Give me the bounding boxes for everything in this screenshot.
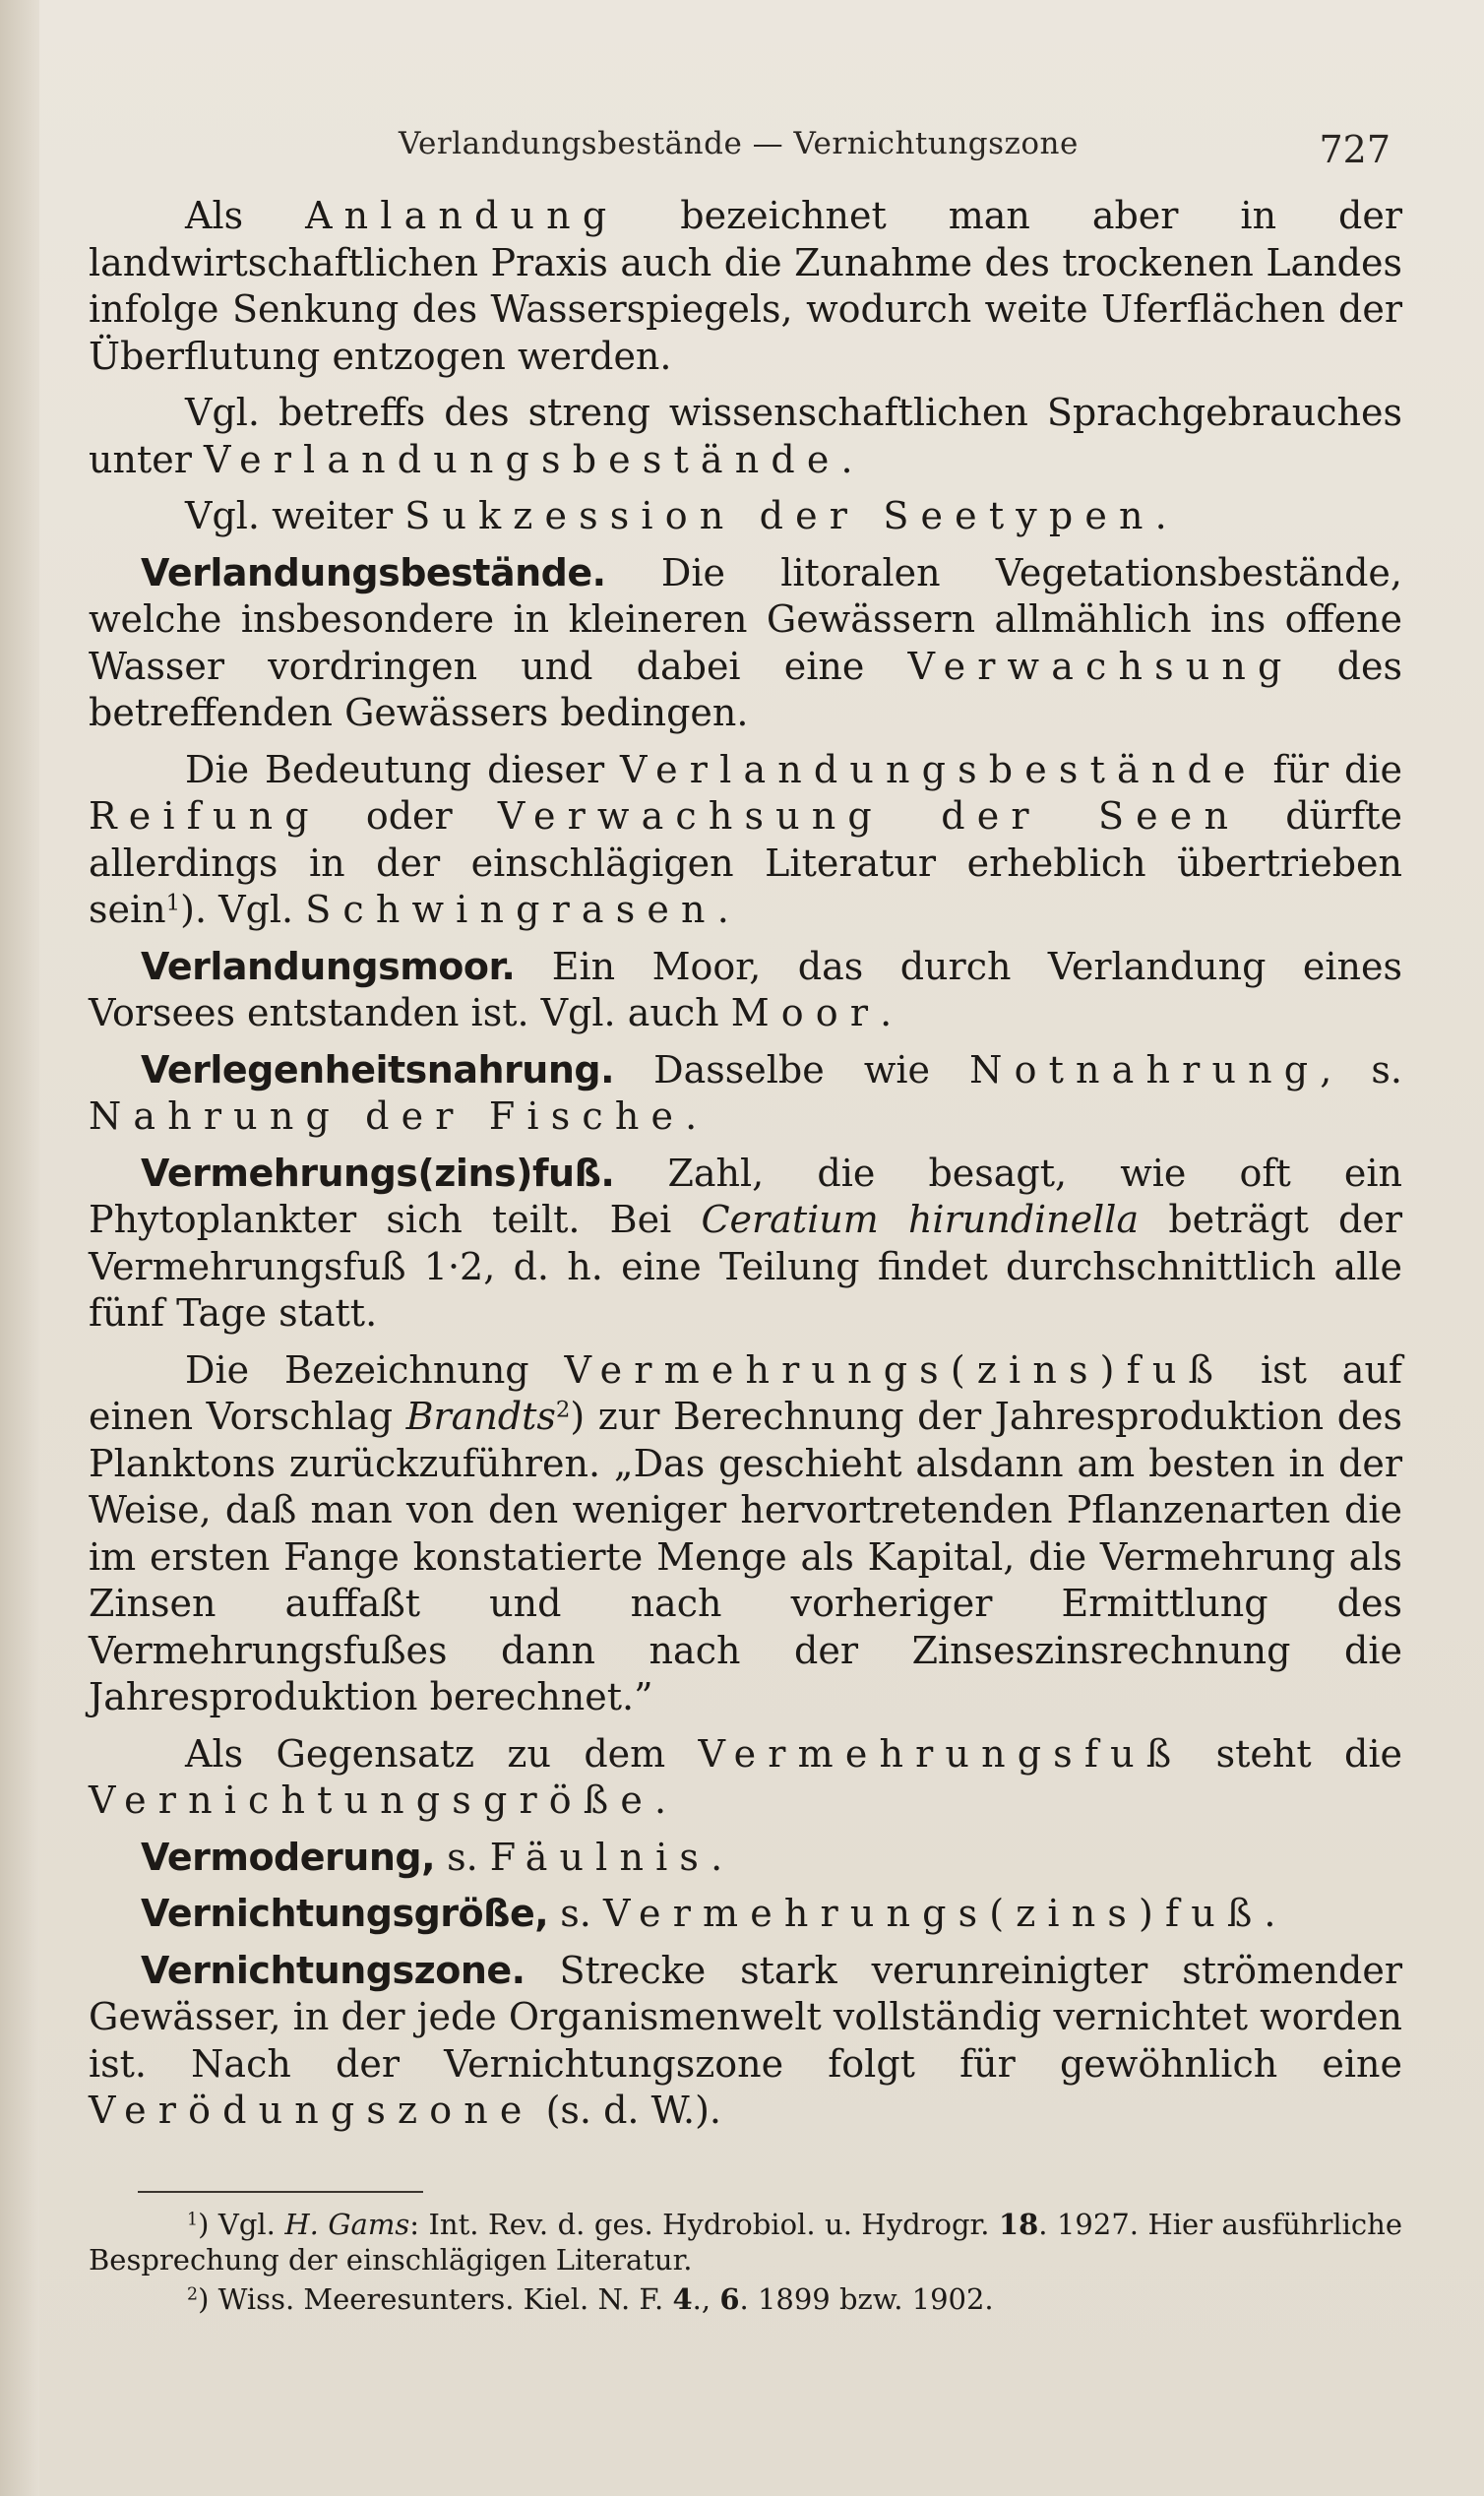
spaced-term: Vermehrungsfuß xyxy=(698,1731,1184,1776)
entry-verlandungsmoor: Verlandungsmoor. Ein Moor, das durch Verlandung eines Vorsees entstanden ist. Vgl. auch Moor. xyxy=(89,944,1402,1034)
entry-vermoderung: Vermoderung, s. Fäulnis. xyxy=(141,1835,723,1879)
entry-headword: Verlandungsmoor. xyxy=(141,944,516,988)
page-number: 727 xyxy=(1319,128,1391,171)
footnotes xyxy=(89,2207,1402,2321)
paragraph-sukzession: Vgl. weiter Sukzession der Seetypen. xyxy=(185,494,1167,537)
volume-number: 4 xyxy=(672,2282,693,2316)
footnote-2: $^2$) Wiss. Meeresunters. Kiel. N. F. 4., 6. 1899 bzw. 1902. xyxy=(187,2282,994,2316)
footnote-1: $^1$) Vgl. H. Gams: Int. Rev. d. ges. Hydrobiol. u. Hydrogr. 18. 1927. Hier ausführliche Besprechung der einschlägigen Literatur. xyxy=(89,2208,1402,2277)
entry-headword: Verlegenheitsnahrung. xyxy=(141,1047,615,1092)
paragraph-sprachgebrauch: Vgl. betreffs des streng wissenschaftlichen Sprachgebrauches unter Verlandungsbestände. xyxy=(89,391,1402,481)
entry-headword: Vermoderung, xyxy=(141,1835,436,1879)
spaced-term: Vermehrungs(zins)fuß xyxy=(602,1892,1265,1935)
italic-term: H. Gams xyxy=(284,2208,410,2241)
spaced-term: Vernichtungsgröße xyxy=(89,1778,654,1822)
paragraph-anlandung: Als Anlandung bezeichnet man aber in der landwirtschaftlichen Praxis auch die Zunahme des trockenen Landes infolge Senkung des Wasserspiegels, wodurch weite Uferflächen der Überflutung entzogen werden. xyxy=(89,194,1402,378)
paragraph-gegensatz: Als Gegensatz zu dem Vermehrungsfuß steht die Vernichtungsgröße. xyxy=(89,1731,1402,1822)
italic-term: Ceratium hirundinella xyxy=(701,1198,1140,1241)
entry-headword: Vermehrungs(zins)fuß. xyxy=(141,1151,615,1195)
entry-vernichtungsgroesse: Vernichtungsgröße, s. Vermehrungs(zins)fuß. xyxy=(141,1892,1276,1935)
spaced-term: Verlandungsbestände xyxy=(203,437,841,481)
spaced-term: Schwingrasen xyxy=(305,888,717,931)
footnote-marker: 2 xyxy=(187,2284,199,2305)
spaced-term: Sukzession der Seetypen xyxy=(404,494,1155,537)
spaced-term: Reifung xyxy=(89,794,321,838)
running-head: Verlandungsbestände — Vernichtungszone xyxy=(399,126,1079,161)
paragraph-bezeichnung: Die Bezeichnung Vermehrungs(zins)fuß ist auf einen Vorschlag Brandts$^2$) zur Berechnung der Jahresproduktion des Planktons zurückzuführen. „Das geschieht alsdann am besten in der Weise, daß man von den weniger hervortretenden Pflanzenarten die im ersten Fange konstatierte Menge als Kapital, die Vermehrung als Zinsen auffaßt und nach vorheriger Ermittlung des Vermehrungsfußes dann nach der Zinseszinsrechnung die Jahresproduktion berechnet.” xyxy=(89,1347,1403,1718)
spaced-term: Anlandung xyxy=(305,194,619,237)
spaced-term: Nahrung der Fische xyxy=(89,1094,686,1138)
footnote-ref: 2 xyxy=(555,1397,571,1423)
footnote-marker: 1 xyxy=(187,2210,199,2230)
spaced-term: Vermehrungs(zins)fuß xyxy=(564,1347,1226,1392)
page-body xyxy=(89,193,1402,2145)
spaced-term: Moor xyxy=(730,991,881,1034)
italic-term: Brandts xyxy=(405,1395,556,1438)
spaced-term: Verwachsung der Seen xyxy=(497,794,1241,838)
entry-vermehrungsfuss: Vermehrungs(zins)fuß. Zahl, die besagt, wie oft ein Phytoplankter sich teilt. Bei Ceratium hirundinella beträgt der Vermehrungsfuß 1·2, d. h. eine Teilung findet durchschnittlich alle fünf Tage statt. xyxy=(89,1151,1402,1335)
spaced-term: Verödungszone xyxy=(89,2089,534,2132)
volume-number: 18 xyxy=(998,2208,1039,2241)
footnote-divider xyxy=(138,2191,423,2193)
entry-headword: Vernichtungszone. xyxy=(141,1948,526,1992)
spaced-term: Fäulnis xyxy=(489,1835,711,1879)
entry-headword: Vernichtungsgröße, xyxy=(141,1892,549,1935)
volume-number: 6 xyxy=(719,2282,740,2316)
footnote-ref: 1 xyxy=(165,890,181,916)
paragraph-bedeutung: Die Bedeutung dieser Verlandungsbestände für die Reifung oder Verwachsung der Seen dürfte allerdings in der einschlägigen Literatur erheblich übertrieben sein$^1$). Vgl. Schwingrasen. xyxy=(89,747,1403,931)
page-gutter xyxy=(0,0,39,2496)
entry-vernichtungszone: Vernichtungszone. Strecke stark verunreinigter strömender Gewässer, in der jede Organismenwelt vollständig vernichtet worden ist. Nach der Vernichtungszone folgt für gewöhnlich eine Verödungszone (s. d. W.). xyxy=(89,1948,1402,2132)
entry-verlegenheitsnahrung: Verlegenheitsnahrung. Dasselbe wie Notnahrung, s. Nahrung der Fische. xyxy=(89,1047,1402,1138)
entry-headword: Verlandungsbestände. xyxy=(141,550,606,594)
spaced-term: Verlandungsbestände xyxy=(620,747,1258,791)
spaced-term: Notnahrung xyxy=(969,1047,1321,1092)
entry-verlandungsbestaende: Verlandungsbestände. Die litoralen Vegetationsbestände, welche insbesondere in kleineren Gewässern allmählich ins offene Wasser vordringen und dabei eine Verwachsung des betreffenden Gewässers bedingen. xyxy=(89,550,1402,734)
spaced-term: Verwachsung xyxy=(907,644,1294,688)
